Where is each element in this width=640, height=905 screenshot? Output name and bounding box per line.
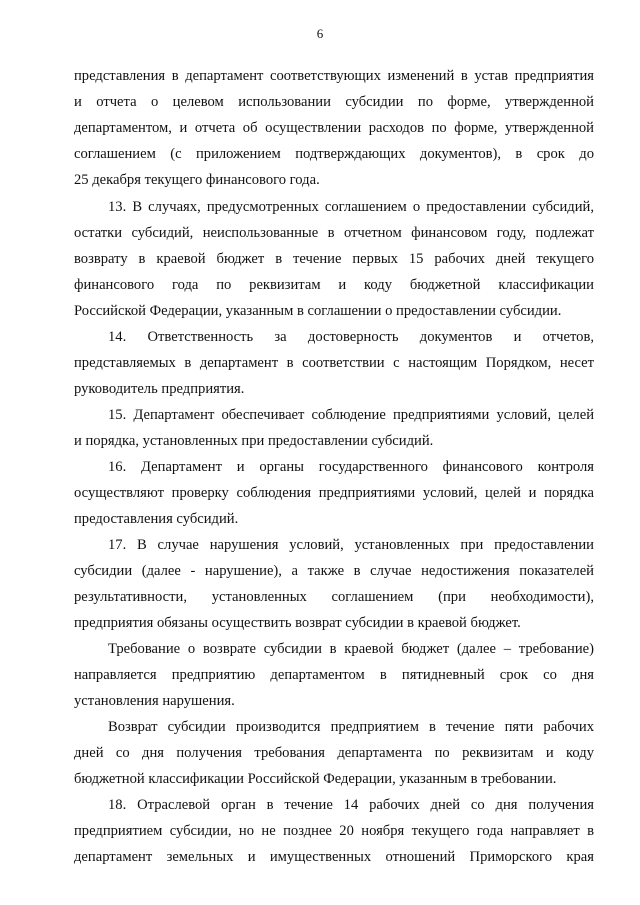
text-line: и порядка, установленных при предоставлении субсидий.	[74, 433, 434, 449]
text-line: установления нарушения.	[74, 693, 235, 709]
text-line: предоставления субсидий.	[74, 511, 239, 527]
text-line: представляемых в департамент в соответствии с настоящим Порядком, несет	[74, 355, 594, 371]
text-line: департамент земельных и имущественных отношений Приморского края	[74, 849, 594, 865]
text-line: дней со дня получения требования департамента по реквизитам и коду	[74, 745, 594, 761]
text-line: осуществляют проверку соблюдения предприятиями условий, целей и порядка	[74, 485, 594, 501]
paragraph-requirement	[74, 636, 594, 714]
page-number: 6	[316, 26, 324, 41]
text-line: бюджетной классификации Российской Федерации, указанным в требовании.	[74, 771, 557, 787]
text-line: субсидии (далее - нарушение), а также в случае недостижения показателей	[74, 563, 594, 579]
text-line: 18. Отраслевой орган в течение 14 рабочих дней со дня получения	[108, 797, 594, 813]
paragraph-14	[74, 324, 594, 402]
document-body	[74, 63, 594, 870]
text-line: 16. Департамент и органы государственного финансового контроля	[108, 459, 594, 475]
text-line: 13. В случаях, предусмотренных соглашением о предоставлении субсидий,	[108, 199, 594, 215]
text-line: Возврат субсидии производится предприятием в течение пяти рабочих	[108, 719, 594, 735]
text-line: финансового года по реквизитам и коду бюджетной классификации	[74, 277, 594, 293]
text-line: представления в департамент соответствующих изменений в устав предприятия	[74, 68, 594, 84]
text-line: остатки субсидий, неиспользованные в отчетном финансовом году, подлежат	[74, 225, 594, 241]
text-line: предприятием субсидии, но не позднее 20 ноября текущего года направляет в	[74, 823, 594, 839]
text-line: 17. В случае нарушения условий, установленных при предоставлении	[108, 537, 594, 553]
paragraph-18	[74, 792, 594, 870]
text-line: 25 декабря текущего финансового года.	[74, 172, 320, 188]
text-line: Требование о возврате субсидии в краевой бюджет (далее – требование)	[108, 641, 594, 657]
paragraph-16	[74, 454, 594, 532]
text-line: соглашением (с приложением подтверждающих документов), в срок до	[74, 146, 594, 162]
text-line: 14. Ответственность за достоверность документов и отчетов,	[108, 329, 594, 345]
text-line: 15. Департамент обеспечивает соблюдение предприятиями условий, целей	[108, 407, 594, 423]
text-line: предприятия обязаны осуществить возврат субсидии в краевой бюджет.	[74, 615, 521, 631]
paragraph-continuation	[74, 63, 594, 193]
paragraph-17	[74, 532, 594, 636]
paragraph-13	[74, 194, 594, 324]
text-line: и отчета о целевом использовании субсидии по форме, утвержденной	[74, 94, 594, 110]
text-line: руководитель предприятия.	[74, 381, 245, 397]
paragraph-15	[74, 402, 594, 454]
text-line: департаментом, и отчета об осуществлении расходов по форме, утвержденной	[74, 120, 594, 136]
paragraph-refund	[74, 714, 594, 792]
text-line: направляется предприятию департаментом в пятидневный срок со дня	[74, 667, 594, 683]
text-line: возврату в краевой бюджет в течение первых 15 рабочих дней текущего	[74, 251, 594, 267]
text-line: результативности, установленных соглашением (при необходимости),	[74, 589, 594, 605]
text-line: Российской Федерации, указанным в соглашении о предоставлении субсидии.	[74, 303, 562, 319]
